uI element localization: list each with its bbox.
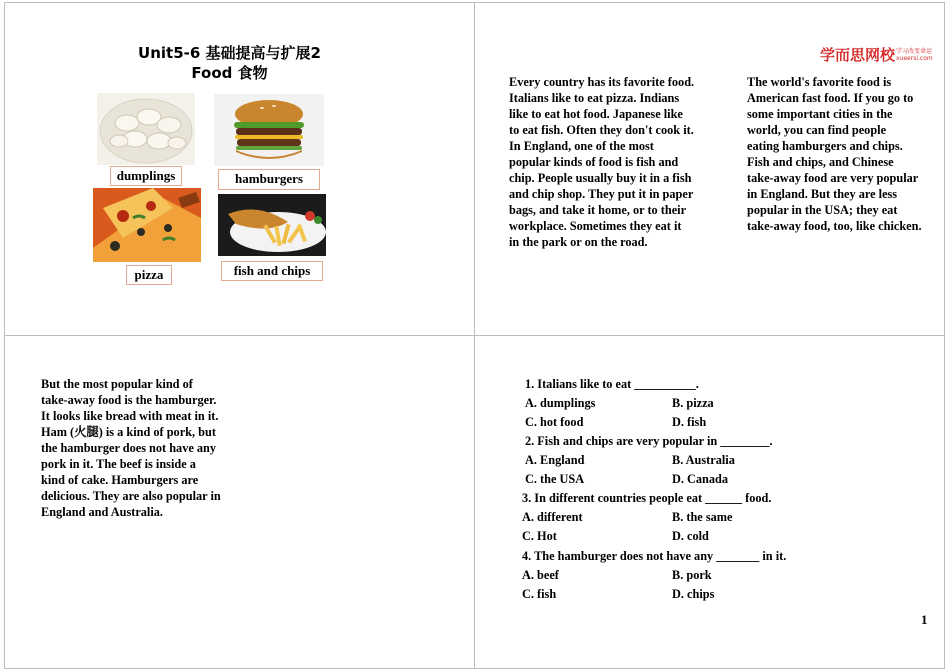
passage-1-line: and chip shop. They put it in paper (509, 187, 694, 201)
passage-3-line: pork in it. The beef is inside a (41, 457, 196, 471)
passage-2 (747, 74, 922, 234)
question-2-option-d: D. Canada (672, 472, 729, 486)
question-3-option-c: C. Hot (522, 529, 557, 543)
passage-3 (41, 376, 221, 520)
question-1-stem: 1. Italians like to eat __________. (525, 377, 699, 391)
passage-2-line: take-away food are very popular (747, 171, 919, 185)
passage-2-line: world, you can find people (747, 123, 887, 137)
question-3-option-a: A. different (522, 510, 583, 524)
passage-1-line: Italians like to eat pizza. Indians (509, 91, 680, 105)
passage-2-line: popular in the USA; they eat (747, 203, 898, 217)
dumplings-label: dumplings (110, 166, 182, 186)
passage-2-line: eating hamburgers and chips. (747, 139, 903, 153)
dumplings-photo (97, 93, 195, 165)
passage-1-line: bags, and take it home, or to their (509, 203, 687, 217)
unit-title: Unit5-6 基础提高与扩展2 (138, 44, 321, 62)
topic-title: Food 食物 (191, 64, 268, 82)
passage-3-line: the hamburger does not have any (41, 441, 217, 455)
passage-2-line: some important cities in the (747, 107, 893, 121)
passage-1-line: workplace. Sometimes they eat it (509, 219, 682, 233)
passage-3-line: take-away food is the hamburger. (41, 393, 217, 407)
passage-1-line: Every country has its favorite food. (509, 75, 695, 89)
question-4-option-c: C. fish (522, 587, 557, 601)
question-4-option-d: D. chips (672, 587, 715, 601)
hamburger-photo (214, 94, 324, 166)
pizza-photo (93, 188, 201, 262)
question-3-stem: 3. In different countries people eat ______ food. (522, 491, 772, 505)
passage-3-line: It looks like bread with meat in it. (41, 409, 219, 423)
passage-3-line: Ham (火腿) is a kind of pork, but (41, 425, 216, 439)
question-2-option-b: B. Australia (672, 453, 735, 467)
question-1-option-c: C. hot food (525, 415, 584, 429)
passage-2-line: take-away food, too, like chicken. (747, 219, 922, 233)
passage-2-line: The world's favorite food is (747, 75, 892, 89)
logo-slogan: 学习改变命运 (896, 48, 933, 55)
fish-and-chips-label: fish and chips (221, 261, 323, 281)
passage-1-line: to eat fish. Often they don't cook it. (509, 123, 694, 137)
passage-3-line: delicious. They are also popular in (41, 489, 221, 503)
passage-3-line: But the most popular kind of (41, 377, 193, 391)
passage-1-line: popular kinds of food is fish and (509, 155, 679, 169)
question-2-option-a: A. England (525, 453, 585, 467)
logo-name: 学而思网校 (820, 46, 896, 64)
passage-1-line: chip. People usually buy it in a fish (509, 171, 692, 185)
fish-and-chips-photo (218, 194, 326, 256)
passage-1-line: In England, one of the most (509, 139, 654, 153)
logo-site: xueersi.com (896, 55, 933, 62)
question-1-option-d: D. fish (672, 415, 707, 429)
question-4-option-b: B. pork (672, 568, 712, 582)
passage-1-line: like to eat hot food. Japanese like (509, 107, 683, 121)
passage-3-line: England and Australia. (41, 505, 163, 519)
passage-1 (509, 74, 694, 250)
question-3-option-d: D. cold (672, 529, 709, 543)
question-1-option-a: A. dumplings (525, 396, 596, 410)
pizza-label: pizza (126, 265, 172, 285)
hamburgers-label: hamburgers (218, 169, 320, 190)
passage-1-line: in the park or on the road. (509, 235, 648, 249)
question-3-option-b: B. the same (672, 510, 733, 524)
passage-2-line: Fish and chips, and Chinese (747, 155, 894, 169)
passage-3-line: kind of cake. Hamburgers are (41, 473, 199, 487)
question-1-option-b: B. pizza (672, 396, 714, 410)
question-4-stem: 4. The hamburger does not have any _______ in it. (522, 549, 787, 563)
passage-2-line: American fast food. If you go to (747, 91, 914, 105)
question-2-option-c: C. the USA (525, 472, 585, 486)
horizontal-divider (4, 335, 945, 336)
question-4-option-a: A. beef (522, 568, 559, 582)
page-number: 1 (921, 612, 928, 627)
passage-2-line: in England. But they are less (747, 187, 898, 201)
question-2-stem: 2. Fish and chips are very popular in ________. (525, 434, 773, 448)
